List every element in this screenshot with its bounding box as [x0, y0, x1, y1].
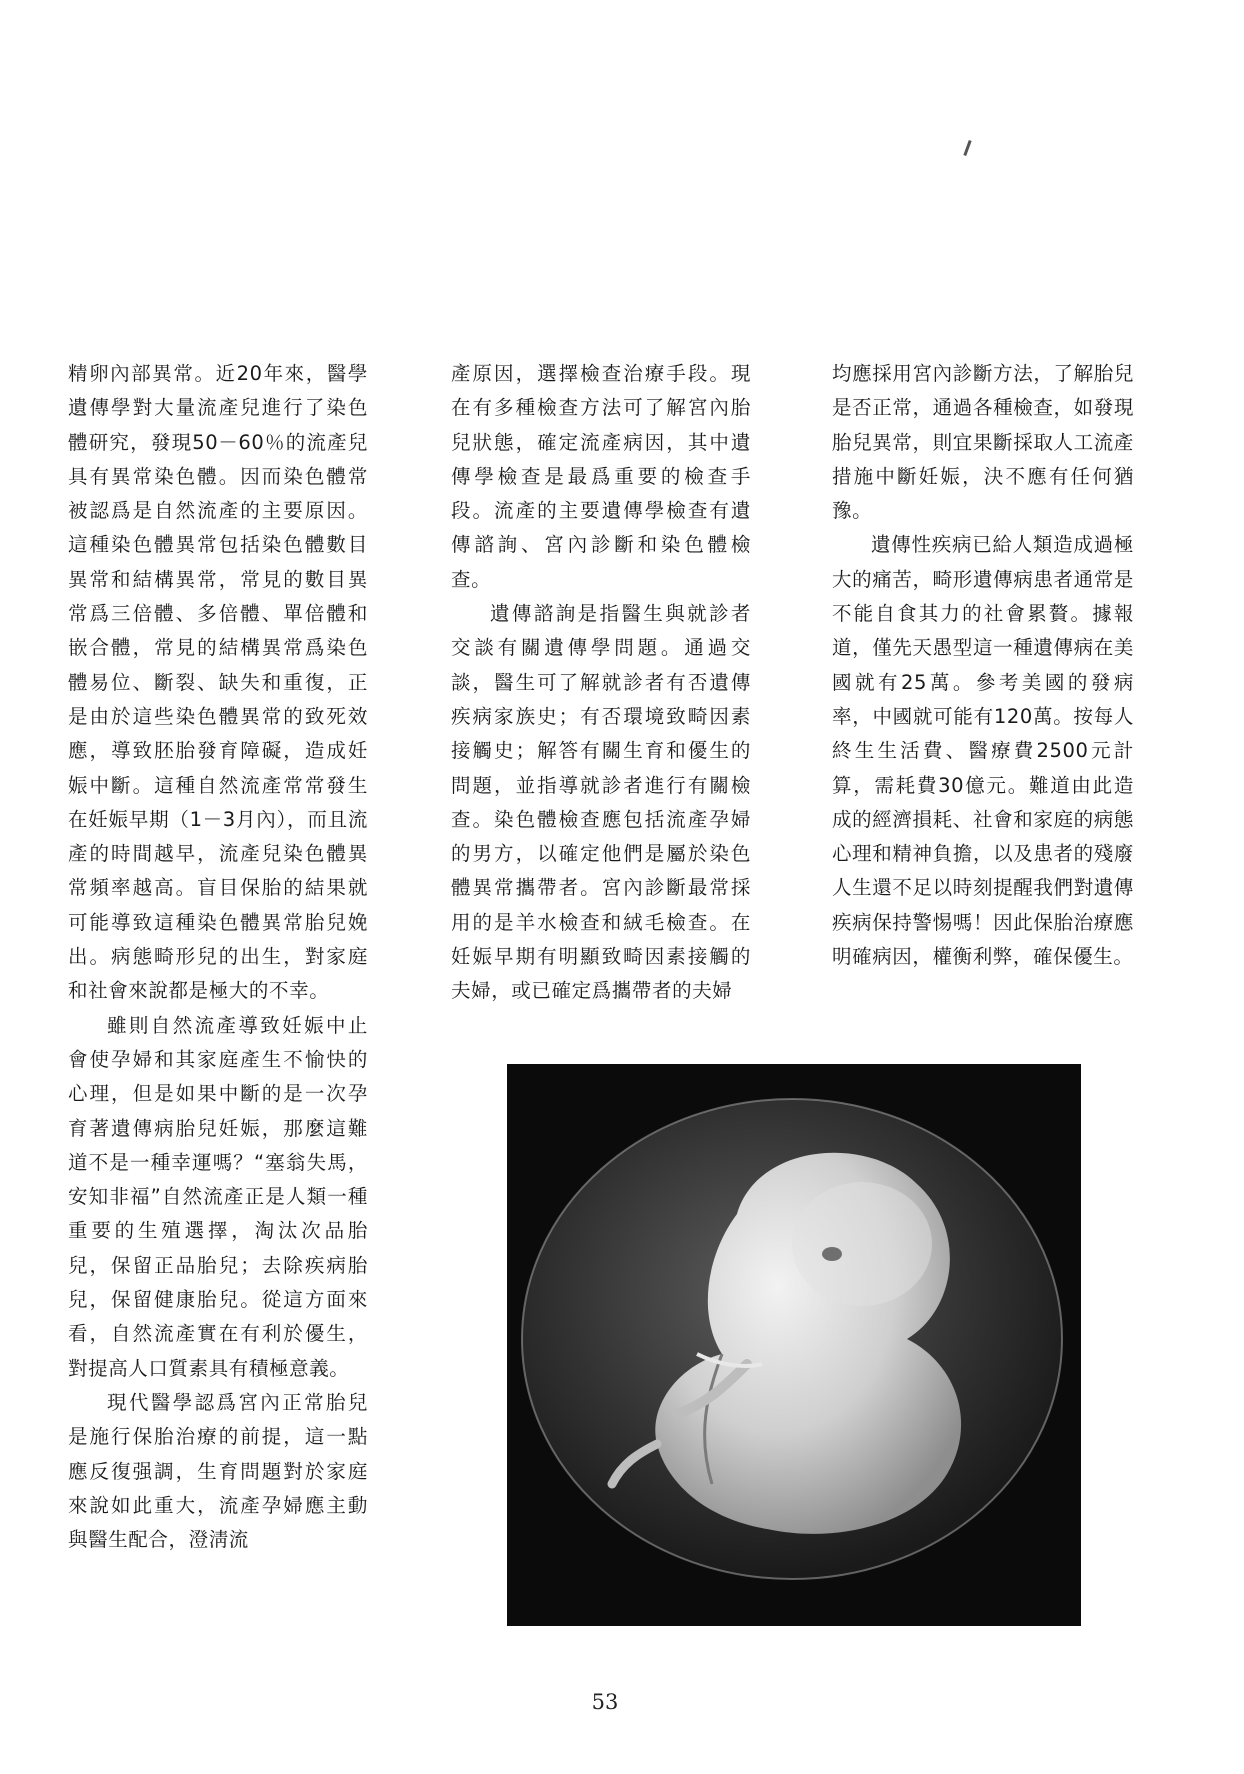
stray-pen-mark: [963, 140, 971, 156]
page-number: 53: [591, 1690, 619, 1714]
paragraph: 現代醫學認爲宮內正常胎兒是施行保胎治療的前提，這一點應反復强調，生育問題對於家庭來說如此重大，流產孕婦應主動與醫生配合，澄淸流: [68, 1390, 368, 1552]
fetus-in-amniotic-sac-photo-icon: [507, 1064, 1081, 1626]
text-column-right: [832, 357, 1134, 974]
paragraph: 遺傳性疾病已給人類造成過極大的痛苦，畸形遺傳病患者通常是不能自食其力的社會累贅。據報道，僅先天愚型這一種遺傳病在美國就有25萬。參考美國的發病率，中國就可能有120萬。按每人終生生活費、醫療費2500元計算，需耗費30億元。難道由此造成的經濟損耗、社會和家庭的病態心理和精神負擔，以及患者的殘廢人生還不足以時刻提醒我們對遺傳疾病保持警惕嗎！因此保胎治療應明確病因，權衡利弊，確保優生。: [832, 533, 1134, 969]
paragraph: 遺傳諮詢是指醫生與就診者交談有關遺傳學問題。通過交談，醫生可了解就診者有否遺傳疾病家族史；有否環境致畸因素接觸史；解答有關生育和優生的問題，並指導就診者進行有關檢查。染色體檢查應包括流產孕婦的男方，以確定他們是屬於染色體異常攜帶者。宮內診斷最常採用的是羊水檢查和絨毛檢查。在妊娠早期有明顯致畸因素接觸的夫婦，或已確定爲攜帶者的夫婦: [451, 602, 751, 1003]
paragraph: 精卵內部異常。近20年來，醫學遺傳學對大量流產兒進行了染色體研究，發現50－60％的流產兒具有異常染色體。因而染色體常被認爲是自然流產的主要原因。這種染色體異常包括染色體數目異常和結構異常，常見的數目異常爲三倍體、多倍體、單倍體和嵌合體，常見的結構異常爲染色體易位、斷裂、缺失和重復，正是由於這些染色體異常的致死效應，導致胚胎發育障礙，造成妊娠中斷。這種自然流產常常發生在妊娠早期（1－3月內），而且流產的時間越早，流產兒染色體異常頻率越高。盲目保胎的結果就可能導致這種染色體異常胎兒娩出。病態畸形兒的出生，對家庭和社會來說都是極大的不幸。: [68, 362, 368, 1003]
paragraph: 雖則自然流產導致妊娠中止會使孕婦和其家庭產生不愉快的心理，但是如果中斷的是一次孕育著遺傳病胎兒妊娠，那麼這難道不是一種幸運嗎？“塞翁失馬，安知非福”自然流產正是人類一種重要的生殖選擇，淘汰次品胎兒，保留正品胎兒；去除疾病胎兒，保留健康胎兒。從這方面來看，自然流產實在有利於優生，對提高人口質素具有積極意義。: [68, 1013, 368, 1380]
paragraph: 產原因，選擇檢查治療手段。現在有多種檢查方法可了解宮內胎兒狀態，確定流產病因，其中遺傳學檢查是最爲重要的檢查手段。流產的主要遺傳學檢查有遺傳諮詢、宮內診斷和染色體檢查。: [451, 362, 751, 591]
text-column-left: [68, 357, 368, 1557]
fetus-photo: [507, 1064, 1081, 1626]
text-column-middle: [451, 357, 751, 1009]
paragraph: 均應採用宮內診斷方法，了解胎兒是否正常，通過各種檢查，如發現胎兒異常，則宜果斷採取人工流產措施中斷妊娠，決不應有任何猶豫。: [832, 362, 1134, 523]
